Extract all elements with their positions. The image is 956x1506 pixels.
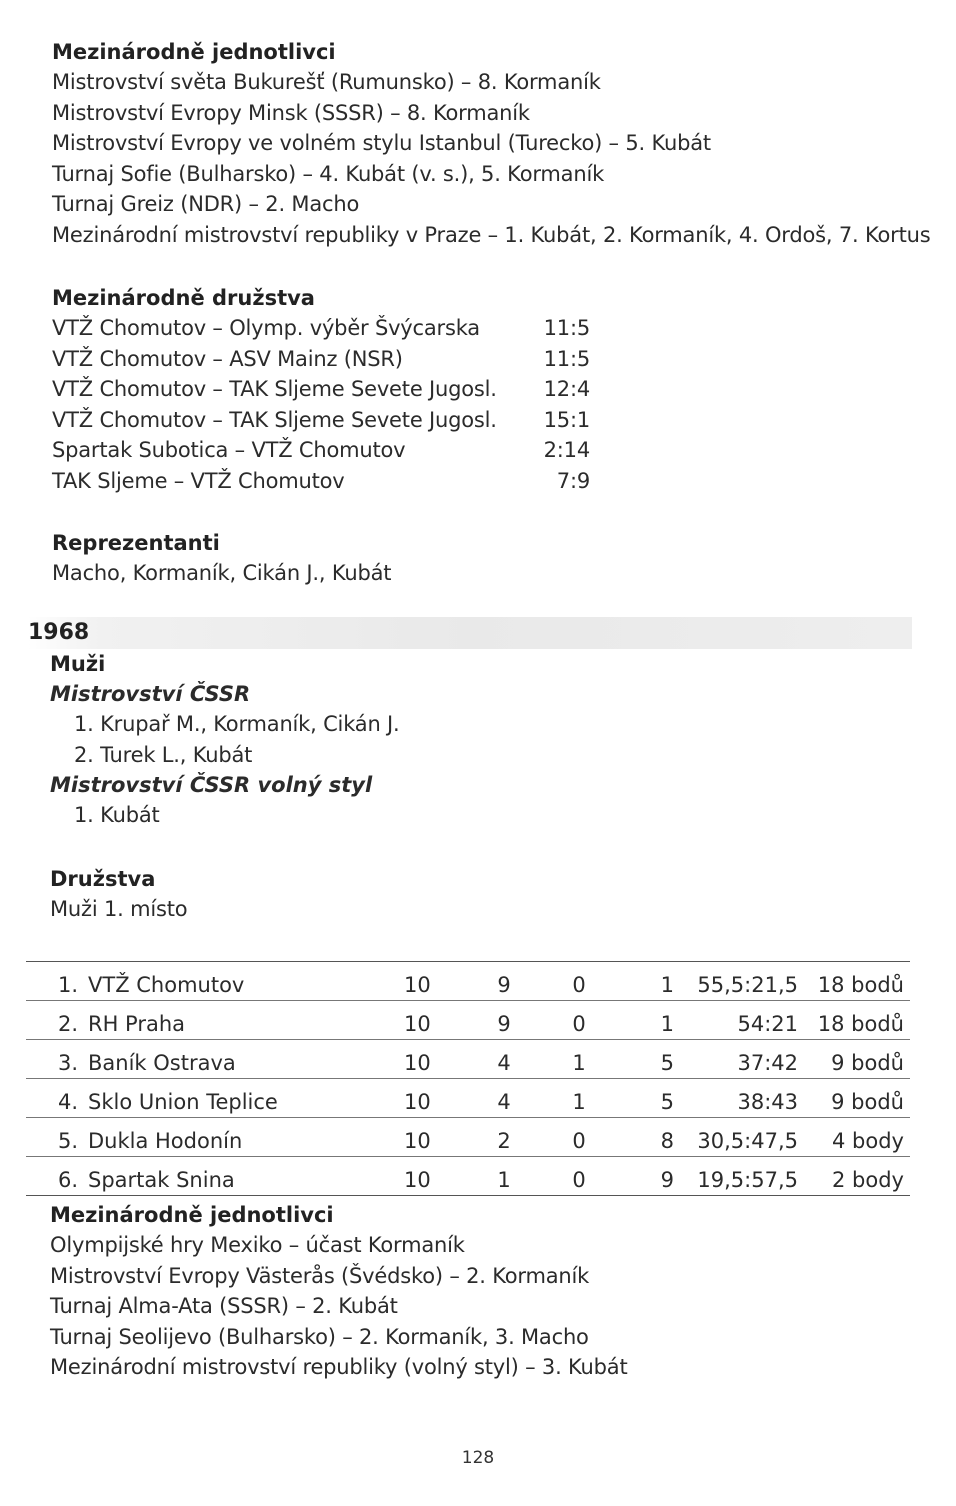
section-international-individuals-1967 bbox=[52, 37, 930, 250]
result-line: Olympijské hry Mexiko – účast Kormaník bbox=[50, 1233, 465, 1257]
table-row bbox=[26, 1001, 910, 1040]
wins-cell: 1 bbox=[497, 1168, 511, 1192]
rank-cell: 3. bbox=[57, 1051, 78, 1075]
match-row bbox=[52, 435, 590, 466]
teams-subtitle: Muži 1. místo bbox=[50, 897, 188, 921]
match-score: 12:4 bbox=[543, 377, 590, 401]
wins-cell: 4 bbox=[497, 1090, 511, 1114]
section-heading: Družstva bbox=[50, 867, 156, 891]
wins-cell: 9 bbox=[497, 973, 511, 997]
wins-cell: 4 bbox=[497, 1051, 511, 1075]
points-cell: 4 body bbox=[832, 1129, 904, 1153]
match-row bbox=[52, 313, 590, 344]
result-line: Mistrovství Evropy ve volném stylu Istanbul (Turecko) – 5. Kubát bbox=[52, 131, 711, 155]
score-cell: 30,5:47,5 bbox=[697, 1129, 798, 1153]
section-international-individuals-1968 bbox=[50, 1200, 628, 1383]
section-teams bbox=[50, 864, 187, 925]
points-cell: 2 body bbox=[832, 1168, 904, 1192]
draws-cell: 1 bbox=[572, 1090, 586, 1114]
match-row bbox=[52, 374, 590, 405]
games-cell: 10 bbox=[404, 1129, 431, 1153]
standings-table bbox=[26, 961, 910, 1196]
match-label: TAK Sljeme – VTŽ Chomutov bbox=[52, 468, 345, 493]
result-line: Mezinárodní mistrovství republiky (volný styl) – 3. Kubát bbox=[50, 1355, 628, 1379]
result-line: Mistrovství světa Bukurešť (Rumunsko) – 8. Kormaník bbox=[52, 70, 601, 94]
rank-cell: 1. bbox=[57, 973, 78, 997]
championship-heading: Mistrovství ČSSR bbox=[50, 682, 251, 706]
match-score: 2:14 bbox=[543, 438, 590, 462]
score-cell: 37:42 bbox=[737, 1051, 798, 1075]
losses-cell: 1 bbox=[660, 1012, 674, 1036]
result-line: Turnaj Alma-Ata (SSSR) – 2. Kubát bbox=[50, 1294, 398, 1318]
table-row bbox=[26, 962, 910, 1001]
games-cell: 10 bbox=[404, 1051, 431, 1075]
year-banner bbox=[28, 617, 912, 649]
section-men bbox=[50, 649, 400, 831]
wins-cell: 2 bbox=[497, 1129, 511, 1153]
match-score: 7:9 bbox=[556, 468, 590, 493]
match-label: VTŽ Chomutov – Olymp. výběr Švýcarska bbox=[52, 316, 480, 340]
games-cell: 10 bbox=[404, 1168, 431, 1192]
match-row bbox=[52, 344, 590, 375]
section-international-teams bbox=[52, 283, 590, 496]
match-score: 11:5 bbox=[543, 346, 590, 371]
match-score: 15:1 bbox=[543, 407, 590, 432]
games-cell: 10 bbox=[404, 1090, 431, 1114]
section-heading: Mezinárodně družstva bbox=[52, 286, 315, 310]
points-cell: 18 bodů bbox=[817, 973, 904, 997]
result-line: Mistrovství Evropy Västerås (Švédsko) – 2. Kormaník bbox=[50, 1263, 590, 1288]
match-label: VTŽ Chomutov – TAK Sljeme Sevete Jugosl. bbox=[52, 407, 497, 432]
score-cell: 55,5:21,5 bbox=[697, 973, 798, 997]
team-cell: RH Praha bbox=[88, 1012, 186, 1036]
result-line: 2. Turek L., Kubát bbox=[74, 742, 253, 767]
losses-cell: 1 bbox=[660, 973, 674, 997]
team-cell: Sklo Union Teplice bbox=[88, 1090, 278, 1114]
score-cell: 54:21 bbox=[737, 1012, 798, 1036]
section-heading: Mezinárodně jednotlivci bbox=[50, 1203, 334, 1227]
result-line: 1. Krupař M., Kormaník, Cikán J. bbox=[74, 712, 400, 736]
result-line: Turnaj Greiz (NDR) – 2. Macho bbox=[52, 192, 360, 216]
result-line: 1. Kubát bbox=[74, 803, 160, 827]
draws-cell: 0 bbox=[572, 973, 586, 997]
match-score: 11:5 bbox=[543, 316, 590, 340]
rank-cell: 5. bbox=[57, 1129, 78, 1153]
table-row bbox=[26, 1040, 910, 1079]
games-cell: 10 bbox=[404, 1012, 431, 1036]
team-cell: Baník Ostrava bbox=[88, 1051, 236, 1075]
match-label: VTŽ Chomutov – ASV Mainz (NSR) bbox=[52, 346, 403, 371]
rank-cell: 6. bbox=[57, 1168, 78, 1192]
games-cell: 10 bbox=[404, 973, 431, 997]
section-heading: Muži bbox=[50, 652, 106, 676]
losses-cell: 8 bbox=[660, 1129, 674, 1153]
freestyle-heading: Mistrovství ČSSR volný styl bbox=[50, 773, 373, 797]
table-row bbox=[26, 1079, 910, 1118]
score-cell: 19,5:57,5 bbox=[697, 1168, 798, 1192]
year-heading: 1968 bbox=[28, 620, 90, 645]
section-heading: Mezinárodně jednotlivci bbox=[52, 40, 336, 64]
points-cell: 9 bodů bbox=[831, 1090, 904, 1114]
draws-cell: 0 bbox=[572, 1129, 586, 1153]
points-cell: 9 bodů bbox=[831, 1051, 904, 1075]
losses-cell: 5 bbox=[660, 1051, 674, 1075]
team-cell: Dukla Hodonín bbox=[88, 1129, 243, 1153]
table-row bbox=[26, 1157, 910, 1196]
match-label: Spartak Subotica – VTŽ Chomutov bbox=[52, 438, 406, 462]
losses-cell: 9 bbox=[660, 1168, 674, 1192]
team-cell: Spartak Snina bbox=[88, 1168, 235, 1192]
draws-cell: 0 bbox=[572, 1012, 586, 1036]
result-line: Turnaj Seolijevo (Bulharsko) – 2. Kormaník, 3. Macho bbox=[50, 1324, 589, 1349]
draws-cell: 1 bbox=[572, 1051, 586, 1075]
result-line: Turnaj Sofie (Bulharsko) – 4. Kubát (v. s.), 5. Kormaník bbox=[52, 161, 605, 186]
match-row bbox=[52, 466, 590, 497]
section-heading: Reprezentanti bbox=[52, 531, 220, 555]
losses-cell: 5 bbox=[660, 1090, 674, 1114]
rank-cell: 2. bbox=[57, 1012, 78, 1036]
score-cell: 38:43 bbox=[737, 1090, 798, 1114]
wins-cell: 9 bbox=[497, 1012, 511, 1036]
match-label: VTŽ Chomutov – TAK Sljeme Sevete Jugosl. bbox=[52, 377, 497, 401]
points-cell: 18 bodů bbox=[817, 1012, 904, 1036]
representatives-list: Macho, Kormaník, Cikán J., Kubát bbox=[52, 561, 392, 585]
team-cell: VTŽ Chomutov bbox=[88, 973, 245, 997]
result-line: Mezinárodní mistrovství republiky v Praze – 1. Kubát, 2. Kormaník, 4. Ordoš, 7. Kortus bbox=[52, 222, 931, 247]
table-row bbox=[26, 1118, 910, 1157]
result-line: Mistrovství Evropy Minsk (SSSR) – 8. Kormaník bbox=[52, 100, 530, 125]
draws-cell: 0 bbox=[572, 1168, 586, 1192]
rank-cell: 4. bbox=[57, 1090, 78, 1114]
match-row bbox=[52, 405, 590, 436]
section-representatives bbox=[52, 528, 391, 589]
page-number: 128 bbox=[461, 1448, 495, 1468]
